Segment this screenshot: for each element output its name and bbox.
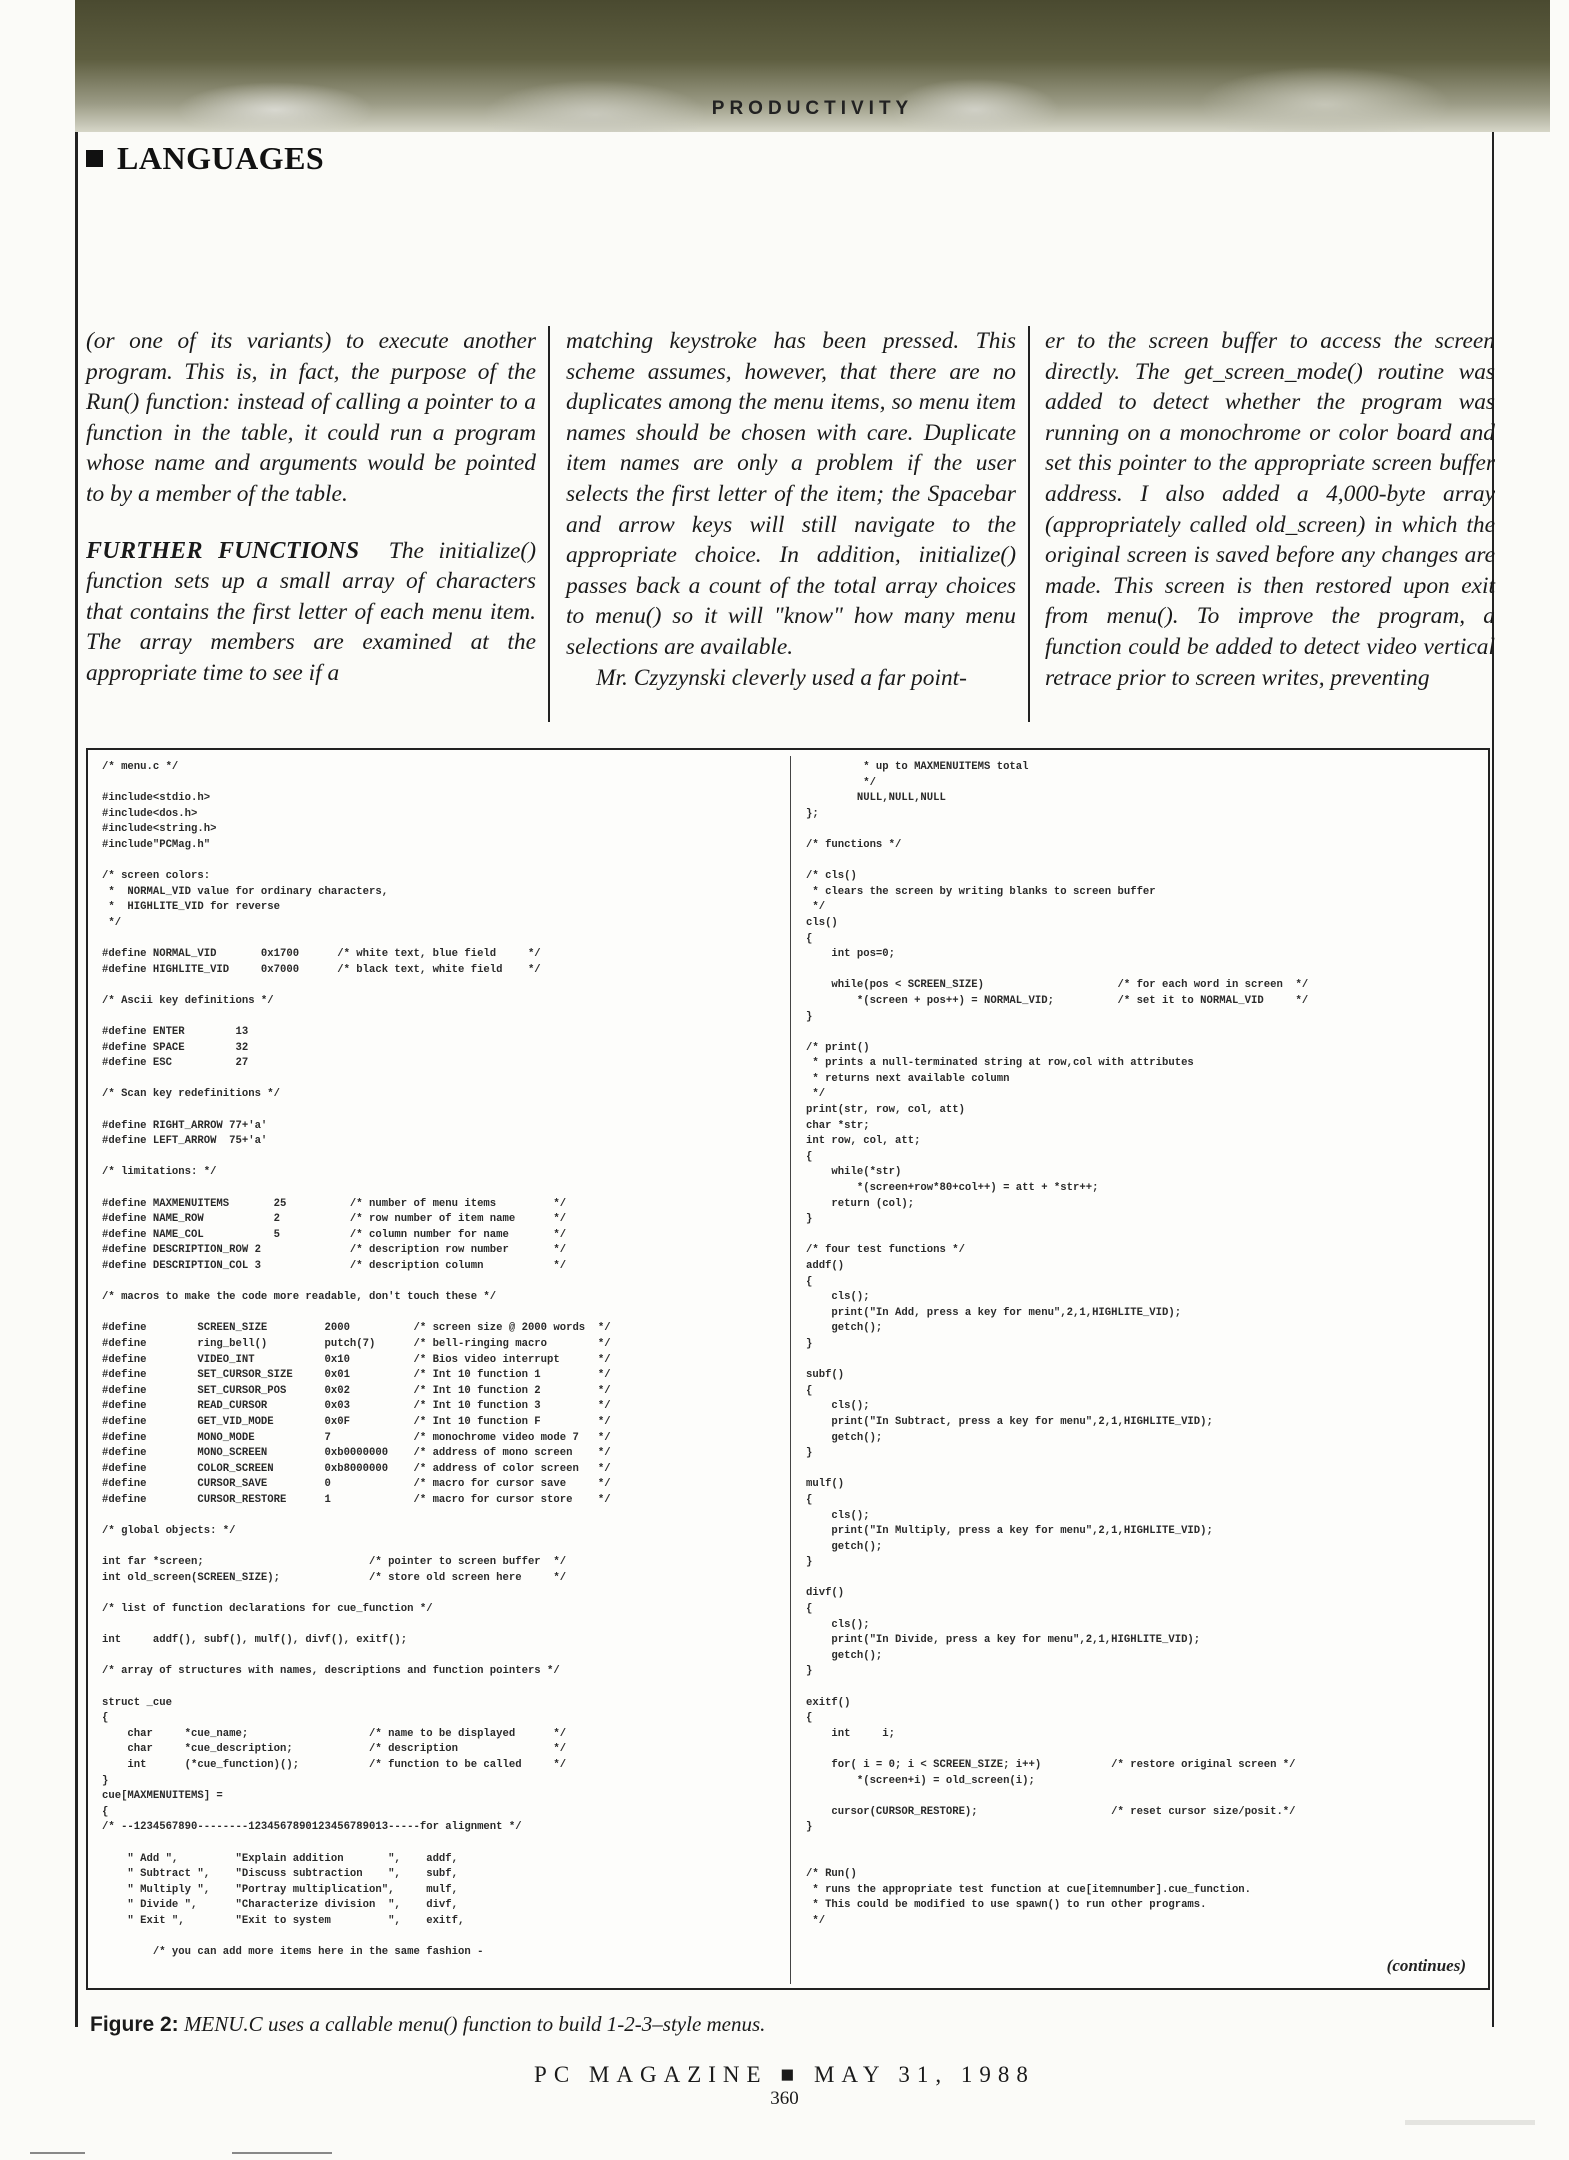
paragraph: er to the screen buffer to access the screen directly. The get_screen_mode() routine was added to detect whether the program was running on a monochrome or color board and set this pointer to the appropriate screen buffer address. I also added a 4,000-byte array (appropriately called old_screen) in which the original screen is saved before any changes are made. This screen is then restored upon exit from menu(). To improve the program, a function could be added to detect video vertical retrace prior to screen writes, preventing: [1045, 328, 1495, 691]
column-divider: [548, 326, 550, 722]
banner-label: PRODUCTIVITY: [711, 98, 914, 119]
paragraph: Mr. Czyzynski cleverly used a far point-: [596, 664, 967, 691]
code-listing-left: /* menu.c */ #include<stdio.h> #include<dos.h> #include<string.h> #include"PCMag.h" /* screen colors: * NORMAL_VID value for ordinary characters, * HIGHLITE_VID for reverse */ #define NORMAL_VID 0x1700 /* white text, blue field */ #define HIGHLITE_VID 0x7000 /* black text, white field */ /* Ascii key definitions */ #define ENTER 13 #define SPACE 32 #define ESC 27 /* Scan key redefinitions */ #define RIGHT_ARROW 77+'a' #define LEFT_ARROW 75+'a' /* limitations: */ #define MAXMENUITEMS 25 /* number of menu items */ #define NAME_ROW 2 /* row number of item name */ #define NAME_COL 5 /* column number for name */ #define DESCRIPTION_ROW 2 /* description row number */ #define DESCRIPTION_COL 3 /* description column */ /* macros to make the code more readable, don't touch these */ #define SCREEN_SIZE 2000 /* screen size @ 2000 words */ #define ring_bell() putch(7) /* bell-ringing macro */ #define VIDEO_INT 0x10 /* Bios video interrupt */ #define SET_CURSOR_SIZE 0x01 /* Int 10 function 1 */ #define SET_CURSOR_POS 0x02 /* Int 10 function 2 */ #define READ_CURSOR 0x03 /* Int 10 function 3 */ #define GET_VID_MODE 0x0F /* Int 10 function F */ #define MONO_MODE 7 /* monochrome video mode 7 */ #define MONO_SCREEN 0xb0000000 /* address of mono screen */ #define COLOR_SCREEN 0xb8000000 /* address of color screen */ #define CURSOR_SAVE 0 /* macro for cursor save */ #define CURSOR_RESTORE 1 /* macro for cursor store */ /* global objects: */ int far *screen; /* pointer to screen buffer */ int old_screen(SCREEN_SIZE); /* store old screen here */ /* list of function declarations for cue_function */ int addf(), subf(), mulf(), divf(), exitf(); /* array of structures with names, descriptions and function pointers */ struct _cue { char *cue_name; /* name to be displayed */ char *cue_description; /* description */ int (*cue_function)(); /* function to be called */ } cue[MAXMENUITEMS] = { /* --1234567890--------1234567890123456789013-----for alignment */ " Add ", "Explain addition ", addf, " Subtract ", "Discuss subtraction ", subf, " Multiply ", "Portray multiplication", mulf, " Divide ", "Characterize division ", divf, " Exit ", "Exit to system ", exitf, /* you can add more items here in the same fashion -: [102, 761, 611, 1959]
section-banner: [75, 0, 1550, 132]
caption-text: MENU.C uses a callable menu() function to build 1-2-3–style menus.: [183, 2012, 766, 2036]
paragraph: [86, 536, 536, 689]
article-column-1: [86, 326, 536, 689]
paragraph-text: The initialize() function sets up a small array of characters that contains the first letter of each menu item. The array members are examined at the appropriate time to see if a: [86, 537, 536, 686]
footer-magazine: PC MAGAZINE ■ MAY 31, 1988: [534, 2062, 1035, 2087]
code-divider: [790, 756, 791, 1984]
continues-note: (continues): [1386, 1956, 1466, 1975]
page-number: 360: [770, 2088, 799, 2109]
paragraph: matching keystroke has been pressed. This scheme assumes, however, that there are no duplicates among the menu items, so menu item names should be chosen with care. Duplicate item names are only a problem if the user selects the first letter of the item; the Spacebar and arrow keys will still navigate to the appropriate choice. In addition, initialize() passes back a count of the total array choices to menu() so it will "know" how many menu selections are available.: [566, 328, 1016, 660]
scan-mark: [232, 2152, 332, 2154]
section-title: [86, 140, 324, 177]
paragraph: (or one of its variants) to execute another program. This is, in fact, the purpose of the Run() function: instead of calling a pointer to a function in the table, it could run a program whose name and arguments would be pointed to by a member of the table.: [86, 328, 536, 507]
figure-caption: [90, 2012, 765, 2037]
section-title-text: LANGUAGES: [117, 140, 325, 176]
square-bullet-icon: [86, 150, 103, 167]
code-listing-right: * up to MAXMENUITEMS total */ NULL,NULL,NULL }; /* functions */ /* cls() * clears the screen by writing blanks to screen buffer */ cls() { int pos=0; while(pos < SCREEN_SIZE) /* for each word in screen */ *(screen + pos++) = NORMAL_VID; /* set it to NORMAL_VID */ } /* print() * prints a null-terminated string at row,col with attributes * returns next available column */ print(str, row, col, att) char *str; int row, col, att; { while(*str) *(screen+row*80+col++) = att + *str++; return (col); } /* four test functions */ addf() { cls(); print("In Add, press a key for menu",2,1,HIGHLITE_VID); getch(); } subf() { cls(); print("In Subtract, press a key for menu",2,1,HIGHLITE_VID); getch(); } mulf() { cls(); print("In Multiply, press a key for menu",2,1,HIGHLITE_VID); getch(); } divf() { cls(); print("In Divide, press a key for menu",2,1,HIGHLITE_VID); getch(); } exitf() { int i; for( i = 0; i < SCREEN_SIZE; i++) /* restore original screen */ *(screen+i) = old_screen(i); cursor(CURSOR_RESTORE); /* reset cursor size/posit.*/ } /* Run() * runs the appropriate test function at cue[itemnumber].cue_function. * This could be modified to use spawn() to run other programs. */: [806, 761, 1309, 1927]
scan-mark: [30, 2152, 85, 2154]
subheading: FURTHER FUNCTIONS: [86, 537, 360, 564]
column-divider: [1028, 326, 1030, 722]
caption-label: Figure 2:: [90, 2013, 179, 2036]
scan-smudge: [1405, 2120, 1535, 2125]
article-column-2: [566, 326, 1016, 693]
article-column-3: [1045, 326, 1495, 693]
code-listing-figure: [86, 748, 1490, 1990]
left-rule: [75, 132, 78, 2027]
